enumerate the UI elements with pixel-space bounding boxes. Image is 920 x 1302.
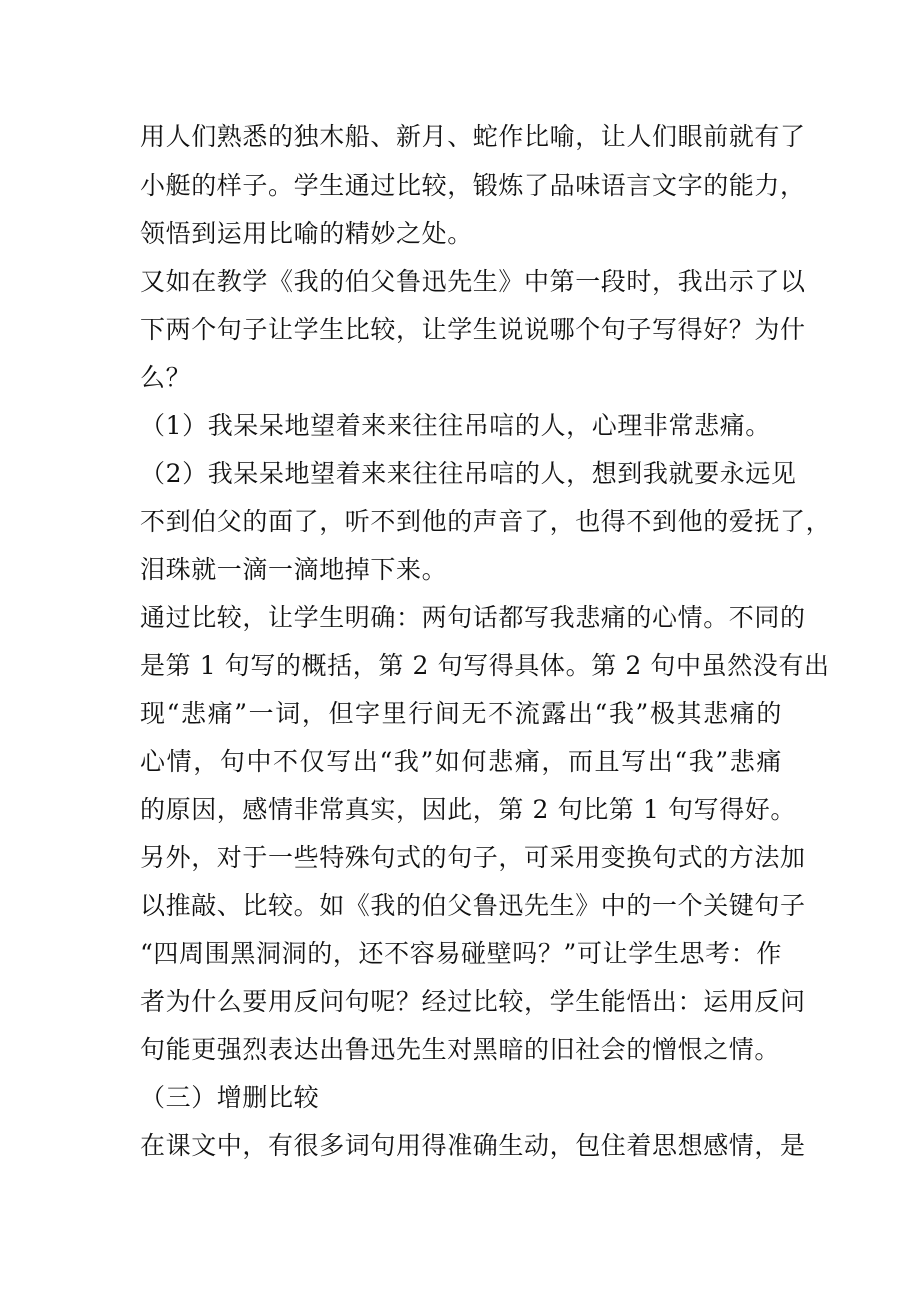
text-line: “四周围黑洞洞的，还不容易碰壁吗？”可让学生思考：作: [140, 939, 782, 968]
text-line: 不到伯父的面了，听不到他的声音了，也得不到他的爱抚了，: [140, 507, 832, 536]
text-line: 领悟到运用比喻的精妙之处。: [140, 219, 473, 248]
text-line: 用人们熟悉的独木船、新月、蛇作比喻，让人们眼前就有了: [140, 122, 806, 151]
text-line: 么？: [140, 363, 192, 392]
text-line: 现“悲痛”一词，但字里行间无不流露出“我”极其悲痛的: [140, 699, 782, 728]
text-line: 者为什么要用反问句呢？经过比较，学生能悟出：运用反问: [140, 987, 806, 1016]
section-heading: （三）增删比较: [140, 1083, 320, 1112]
text-line: 下两个句子让学生比较，让学生说说哪个句子写得好？为什: [140, 315, 806, 344]
text-line: 以推敲、比较。如《我的伯父鲁迅先生》中的一个关键句子: [140, 891, 806, 920]
text-line: 泪珠就一滴一滴地掉下来。: [140, 555, 448, 584]
text-line: 通过比较，让学生明确：两句话都写我悲痛的心情。不同的: [140, 603, 806, 632]
text-line: 是第 1 句写的概括，第 2 句写得具体。第 2 句中虽然没有出: [140, 651, 830, 680]
text-line: 心情，句中不仅写出“我”如何悲痛，而且写出“我”悲痛: [140, 747, 782, 776]
text-line: 又如在教学《我的伯父鲁迅先生》中第一段时，我出示了以: [140, 267, 806, 296]
text-line: 句能更强烈表达出鲁迅先生对黑暗的旧社会的憎恨之情。: [140, 1035, 781, 1064]
text-line: （2）我呆呆地望着来来往往吊唁的人，想到我就要永远见: [140, 459, 797, 488]
text-line: 的原因，感情非常真实，因此，第 2 句比第 1 句写得好。: [140, 795, 797, 824]
text-line: （1）我呆呆地望着来来往往吊唁的人，心理非常悲痛。: [140, 411, 771, 440]
text-line: 在课文中，有很多词句用得准确生动，包住着思想感情，是: [140, 1131, 806, 1160]
text-line: 小艇的样子。学生通过比较，锻炼了品味语言文字的能力，: [140, 171, 806, 200]
text-line: 另外，对于一些特殊句式的句子，可采用变换句式的方法加: [140, 843, 806, 872]
